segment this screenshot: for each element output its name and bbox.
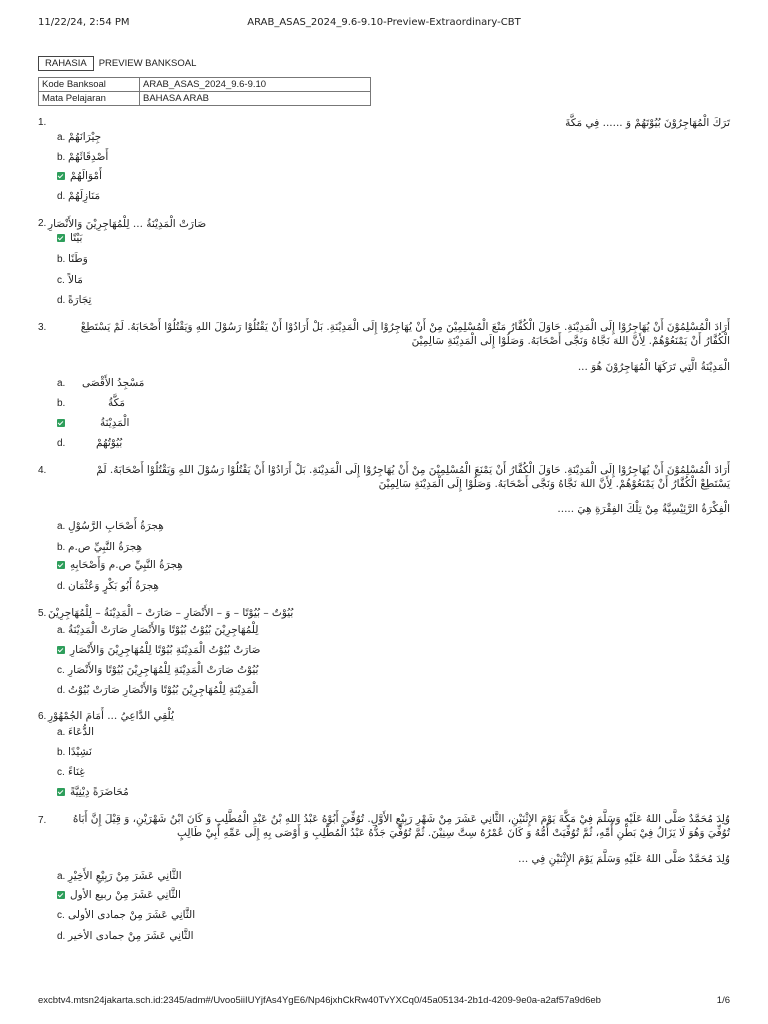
- option-c[interactable]: [57, 557, 183, 573]
- option-text: هِجرَةُ النَّبِيِّ ص.م: [68, 541, 143, 553]
- tag-row: [38, 56, 196, 71]
- option-d[interactable]: [57, 682, 258, 698]
- preview-label: PREVIEW BANKSOAL: [98, 58, 197, 69]
- question-passage: وُلِدَ مُحَمَّدٌ صَلَّى اللهُ عَلَيْهِ وَسَلَّمَ فِيْ مَكَّةَ يَوْمَ الإِثْنَيْنِ، الثَّانِي عَشَرَ مِنْ شَهْرِ رَبِيْعٍ الأَوَّلِ. تُوُفِّيَ أَبُوْهُ عَبْدُ اللهِ بْنُ عَبْدِ الْمُطَّلِبِ وَ كَانَ ابْنُ شَهْرَيْنِ، وَ قِيْلَ إِنَّ أَبَاهُ تُوُفِّيَ وَهُوَ لَا يَزَالُ فِيْ بَطْنِ أُمِّهِ، ثُمَّ تُوُفِّيَتْ أُمُّهُ وَ كَانَ عُمْرُهُ سِتَّ سِنِيْنَ. ثُمَّ تُوُفِّيَ جَدُّهُ عَبْدُ الْمُطَّلِبِ وَ أَوْصَى بِهِ إِلَى عَمِّهِ أَبِيْ طَالِبٍ: [72, 813, 730, 839]
- option-text: وَطَنًا: [68, 253, 88, 265]
- correct-check-icon: [57, 561, 65, 569]
- option-text: لِلْمُهَاجِرِيْنَ بُيُوْتُ بُيُوْتًا وَالأَنْصَارِ صَارَتْ الْمَدِيْنَةُ: [68, 624, 259, 636]
- option-text: الْمَدِيْنَةِ لِلْمُهَاجِرِيْنَ بُيُوْتًا وَالأَنْصَارِ صَارَتْ بُيُوْتُ: [68, 684, 259, 696]
- option-text: مَالاً: [68, 274, 83, 286]
- question-text: صَارَتْ الْمَدِيْنَةُ ... لِلْمُهَاجِرِيْنَ وَالأَنْصَارِ: [48, 218, 207, 230]
- option-a[interactable]: [57, 622, 258, 638]
- question-text: بُيُوْتٌ – بُيُوْتًا – وَ – الأَنْصَارِ – صَارَتْ – الْمَدِيْنَةُ – لِلْمُهَاجِرِيْنَ: [48, 607, 294, 619]
- question-prompt: الْفِكْرَةُ الرَّئِيْسِيَّةُ مِنْ تِلْكَ الفِقْرَةِ هِيَ .....: [557, 503, 730, 515]
- correct-check-icon: [57, 172, 65, 180]
- option-text: الثَّانِي عَشَرَ مِنْ جمادى الأخير: [68, 930, 194, 942]
- correct-check-icon: [57, 419, 65, 427]
- option-text: الثَّانِي عَشَرَ مِنْ جمادى الأولى: [68, 909, 196, 921]
- option-label: a.: [57, 726, 66, 738]
- option-c[interactable]: [57, 764, 85, 780]
- option-a[interactable]: [57, 375, 144, 391]
- question-number: 7.: [38, 815, 47, 826]
- option-label: a.: [57, 624, 66, 636]
- question-number: 1.: [38, 117, 47, 128]
- option-d[interactable]: [57, 928, 194, 944]
- info-value: ARAB_ASAS_2024_9.6-9.10: [140, 78, 371, 92]
- option-text: صَارَتْ بُيُوْتُ الْمَدِيْنَةِ بُيُوْتًا لِلْمُهَاجِرِيْنَ وَالأَنْصَارِ: [70, 644, 261, 656]
- option-label: b.: [57, 746, 66, 758]
- option-text: الثَّانِي عَشَرَ مِنْ رَبِيْعِ الأَخِيْرِ: [68, 870, 182, 882]
- question-number: 2.: [38, 218, 47, 229]
- info-table: [38, 77, 371, 106]
- option-text: بَيْتًا: [70, 232, 83, 244]
- option-c[interactable]: [57, 168, 102, 184]
- option-label: a.: [57, 377, 66, 389]
- option-label: d.: [57, 580, 66, 592]
- option-b[interactable]: [57, 744, 92, 760]
- option-text: مَسْجِدُ الأَقْصَى: [82, 377, 145, 389]
- info-row: [39, 78, 371, 92]
- question-passage: أَرَادَ الْمُسْلِمُوْنَ أَنْ يُهَاجِرُوْا إِلَى الْمَدِيْنَةِ. حَاوَلَ الْكُفَّارُ مَنْعَ الْمُسْلِمِيْنَ مِنْ أَنْ يُهَاجِرُوْا إِلَى الْمَدِيْنَةِ. بَلْ أَرَادُوْا أَنْ يَقْتُلُوْا رَسُوْلَ اللهِ وَيَقْتُلُوْا أَصْحَابَهُ. لَمْ يَسْتَطِعْ الْكُفَّارُ أَنْ يَمْنَعُوْهُمْ. لِأَنَّ اللهَ نَجَّاهُ وَنَجَّى أَصْحَابَهُ. وَصَلُوْا إِلَى الْمَدِيْنَةِ سَالِمِيْنَ: [80, 321, 730, 347]
- option-c[interactable]: [57, 415, 129, 431]
- option-text: الثَّانِي عَشَرَ مِنْ ربيع الأول: [70, 889, 181, 901]
- option-b[interactable]: [57, 642, 260, 658]
- correct-check-icon: [57, 788, 65, 796]
- option-d[interactable]: [57, 188, 100, 204]
- option-b[interactable]: [57, 251, 88, 267]
- option-label: d.: [57, 437, 66, 449]
- option-b[interactable]: [57, 149, 108, 165]
- question-passage: أَرَادَ الْمُسْلِمُوْنَ أَنْ يُهَاجِرُوْا إِلَى الْمَدِيْنَةِ. حَاوَلَ الْكُفَّارُ أَنْ يَمْنَعَ الْمُسْلِمِيْنَ مِنْ أَنْ يُهَاجِرُوْا إِلَى الْمَدِيْنَةِ. بَلْ أَرَادُوْا أَنْ يَقْتُلُوْا رَسُوْلَ اللهِ وَيَقْتُلُوْا أَصْحَابَهُ. لَمْ يَسْتَطِعْ الْكُفَّارُ أَنْ يَمْنَعُوْهُمْ. لِأَنَّ اللهَ نَجَّاهُ وَنَجَّى أَصْحَابَهُ. وَصَلُوْا إِلَى الْمَدِيْنَةِ سَالِمِيْنَ: [96, 464, 730, 490]
- option-b[interactable]: [57, 395, 125, 411]
- option-label: a.: [57, 520, 66, 532]
- print-datetime: 11/22/24, 2:54 PM: [38, 17, 130, 28]
- option-label: c.: [57, 909, 65, 921]
- option-text: أَصْدِقَائَهُمْ: [68, 151, 109, 163]
- option-text: جِيْرَانَهُمْ: [68, 131, 102, 143]
- option-d[interactable]: [57, 292, 91, 308]
- question-text: يُلْقِي الدَّاعِيُ ... أَمَامَ الجُمْهُوْرِ: [48, 710, 174, 722]
- option-d[interactable]: [57, 784, 129, 800]
- option-label: b.: [57, 151, 66, 163]
- option-label: d.: [57, 930, 66, 942]
- option-label: c.: [57, 274, 65, 286]
- option-a[interactable]: [57, 518, 164, 534]
- option-c[interactable]: [57, 662, 258, 678]
- option-text: بُيُوْتُهُمْ: [96, 437, 123, 449]
- print-title: ARAB_ASAS_2024_9.6-9.10-Preview-Extraordinary-CBT: [247, 17, 521, 28]
- info-row: [39, 92, 371, 106]
- question-prompt: وُلِدَ مُحَمَّدٌ صَلَّى اللهُ عَلَيْهِ وَسَلَّمَ يَوْمَ الإِثْنَيْنِ فِي ...: [518, 853, 730, 865]
- question-number: 3.: [38, 322, 47, 333]
- page-number: 1/6: [716, 995, 730, 1006]
- option-text: نَشِيْدًا: [68, 746, 92, 758]
- option-d[interactable]: [57, 435, 122, 451]
- info-key: Kode Banksoal: [39, 78, 140, 92]
- option-text: مَنَازِلَهُمْ: [68, 190, 101, 202]
- option-b[interactable]: [57, 887, 181, 903]
- option-label: d.: [57, 190, 66, 202]
- option-label: b.: [57, 541, 66, 553]
- correct-check-icon: [57, 234, 65, 242]
- option-b[interactable]: [57, 539, 142, 555]
- footer-url: excbtv4.mtsn24jakarta.sch.id:2345/adm#/Uvoo5iiIUYjfAs4YgE6/Np46jxhCkRw40TvYXCq0/45a05134-2b1d-4209-9e0a-a2af57a9d6eb: [38, 995, 601, 1006]
- option-text: تِجَارَةً: [68, 294, 92, 306]
- option-c[interactable]: [57, 907, 195, 923]
- option-text: مُحَاضَرَةً دِيْنِيَّةً: [70, 786, 129, 798]
- option-label: a.: [57, 131, 66, 143]
- question-text: تَرَكَ الْمُهَاجِرُوْنَ بُيُوْتَهُمْ وَ ...... فِي مَكَّةَ: [565, 117, 730, 129]
- option-label: c.: [57, 766, 65, 778]
- option-text: هِجرَةُ أَبُو بَكْرٍ وَعُثْمَان: [68, 580, 159, 592]
- option-text: الدُّعَاءَ: [68, 726, 95, 738]
- option-c[interactable]: [57, 272, 83, 288]
- info-key: Mata Pelajaran: [39, 92, 140, 106]
- correct-check-icon: [57, 891, 65, 899]
- option-label: a.: [57, 870, 66, 882]
- question-number: 6.: [38, 711, 47, 722]
- option-label: d.: [57, 684, 66, 696]
- option-a[interactable]: [57, 129, 101, 145]
- question-prompt: الْمَدِيْنَةُ الَّتِي تَرَكَهَا الْمُهَاجِرُوْنَ هُوَ ...: [577, 361, 730, 373]
- option-text: غِنَاءً: [68, 766, 85, 778]
- option-label: b.: [57, 253, 66, 265]
- option-text: هِجرَةُ النَّبِيِّ ص.م وَأَصْحَابِهِ: [70, 559, 183, 571]
- option-a[interactable]: [57, 230, 82, 246]
- option-text: مَكَّةُ: [108, 397, 126, 409]
- question-number: 5.: [38, 608, 47, 619]
- correct-check-icon: [57, 646, 65, 654]
- option-text: الْمَدِيْنَةُ: [100, 417, 130, 429]
- secret-badge: RAHASIA: [38, 56, 94, 71]
- info-value: BAHASA ARAB: [140, 92, 371, 106]
- option-d[interactable]: [57, 578, 159, 594]
- option-label: b.: [57, 397, 66, 409]
- option-a[interactable]: [57, 868, 182, 884]
- option-label: c.: [57, 664, 65, 676]
- option-label: d.: [57, 294, 66, 306]
- option-text: بُيُوْتُ صَارَتْ الْمَدِيْنَةِ لِلْمُهَاجِرِيْنَ بُيُوْتًا وَالأَنْصَارِ: [68, 664, 259, 676]
- question-number: 4.: [38, 465, 47, 476]
- option-text: هِجرَةُ أَصْحَابِ الرَّسُوْلِ: [68, 520, 164, 532]
- option-a[interactable]: [57, 724, 94, 740]
- option-text: أَمْوَالَهُمْ: [70, 170, 102, 182]
